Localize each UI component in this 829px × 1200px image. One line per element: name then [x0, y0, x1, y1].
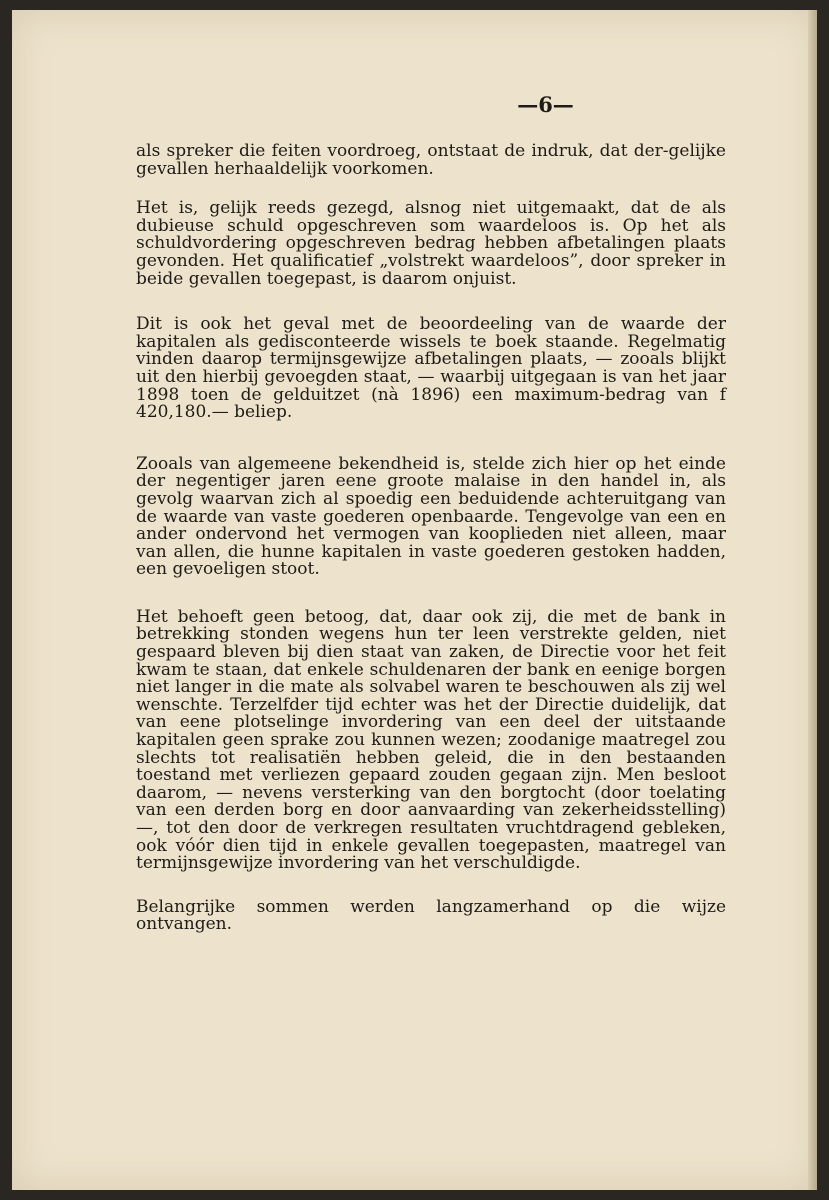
- paragraph-5: Het behoeft geen betoog, dat, daar ook zij, die met de bank in betrekking stonden wegens hun ter leen verstrekte gelden, niet gespaard bleven bij dien staat van zaken, de Directie voor het feit kwam te staan, dat enkele schuldenaren der bank en eenige borgen niet langer in die mate als solvabel waren te beschouwen als zij wel wenschte. Terzelfder tijd echter was het der Directie duidelijk, dat van eene plotselinge invordering van een deel der uitstaande kapitalen geen sprake zou kunnen wezen; zoodanige maatregel zou slechts tot realisatiën hebben geleid, die in den bestaanden toestand met verliezen gepaard zouden gegaan zijn. Men besloot daarom, — nevens versterking van den borgtocht (door toelating van een derden borg en door aanvaarding van zekerheidsstelling)—, tot den door de verkregen resultaten vruchtdragend gebleken, ook vóór dien tijd in enkele gevallen toegepasten, maatregel van termijnsgewijze invordering van het verschuldigde.: [136, 606, 726, 874]
- page-body: [136, 143, 726, 960]
- paragraph-4: Zooals van algemeene bekendheid is, stelde zich hier op het einde der negentiger jaren eene groote malaise in den handel in, als gevolg waarvan zich al spoedig een beduidende achteruitgang van de waarde van vaste goederen openbaarde. Tengevolge van een en ander ondervond het vermogen van kooplieden niet alleen, maar van allen, die hunne kapitalen in vaste goederen gestoken hadden, een gevoeligen stoot.: [136, 453, 726, 580]
- paragraph-6: Belangrijke sommen werden langzamerhand op die wijze ontvangen.: [136, 896, 726, 935]
- page-number: —6—: [517, 92, 574, 117]
- paragraph-3: Dit is ook het geval met de beoordeeling van de waarde der kapitalen als gedisconteerde wissels te boek staande. Regelmatig vinden daarop termijnsgewijze afbetalingen plaats, — zooals blijkt uit den hierbij gevoegden staat, — waarbij uitgegaan is van het jaar 1898 toen de gelduitzet (nà 1896) een maximum-bedrag van f 420,180.— beliep.: [136, 314, 726, 423]
- document-page: [12, 10, 817, 1190]
- paragraph-1: als spreker die feiten voordroeg, ontstaat de indruk, dat der-gelijke gevallen herhaaldelijk voorkomen.: [136, 141, 726, 179]
- paragraph-2: Het is, gelijk reeds gezegd, alsnog niet uitgemaakt, dat de als dubieuse schuld opgeschreven som waardeloos is. Op het als schuldvordering opgeschreven bedrag hebben afbetalingen plaats gevonden. Het qualificatief „volstrekt waardeloos”, door spreker in beide gevallen toegepast, is daarom onjuist.: [136, 198, 726, 289]
- page-edge: [808, 10, 817, 1190]
